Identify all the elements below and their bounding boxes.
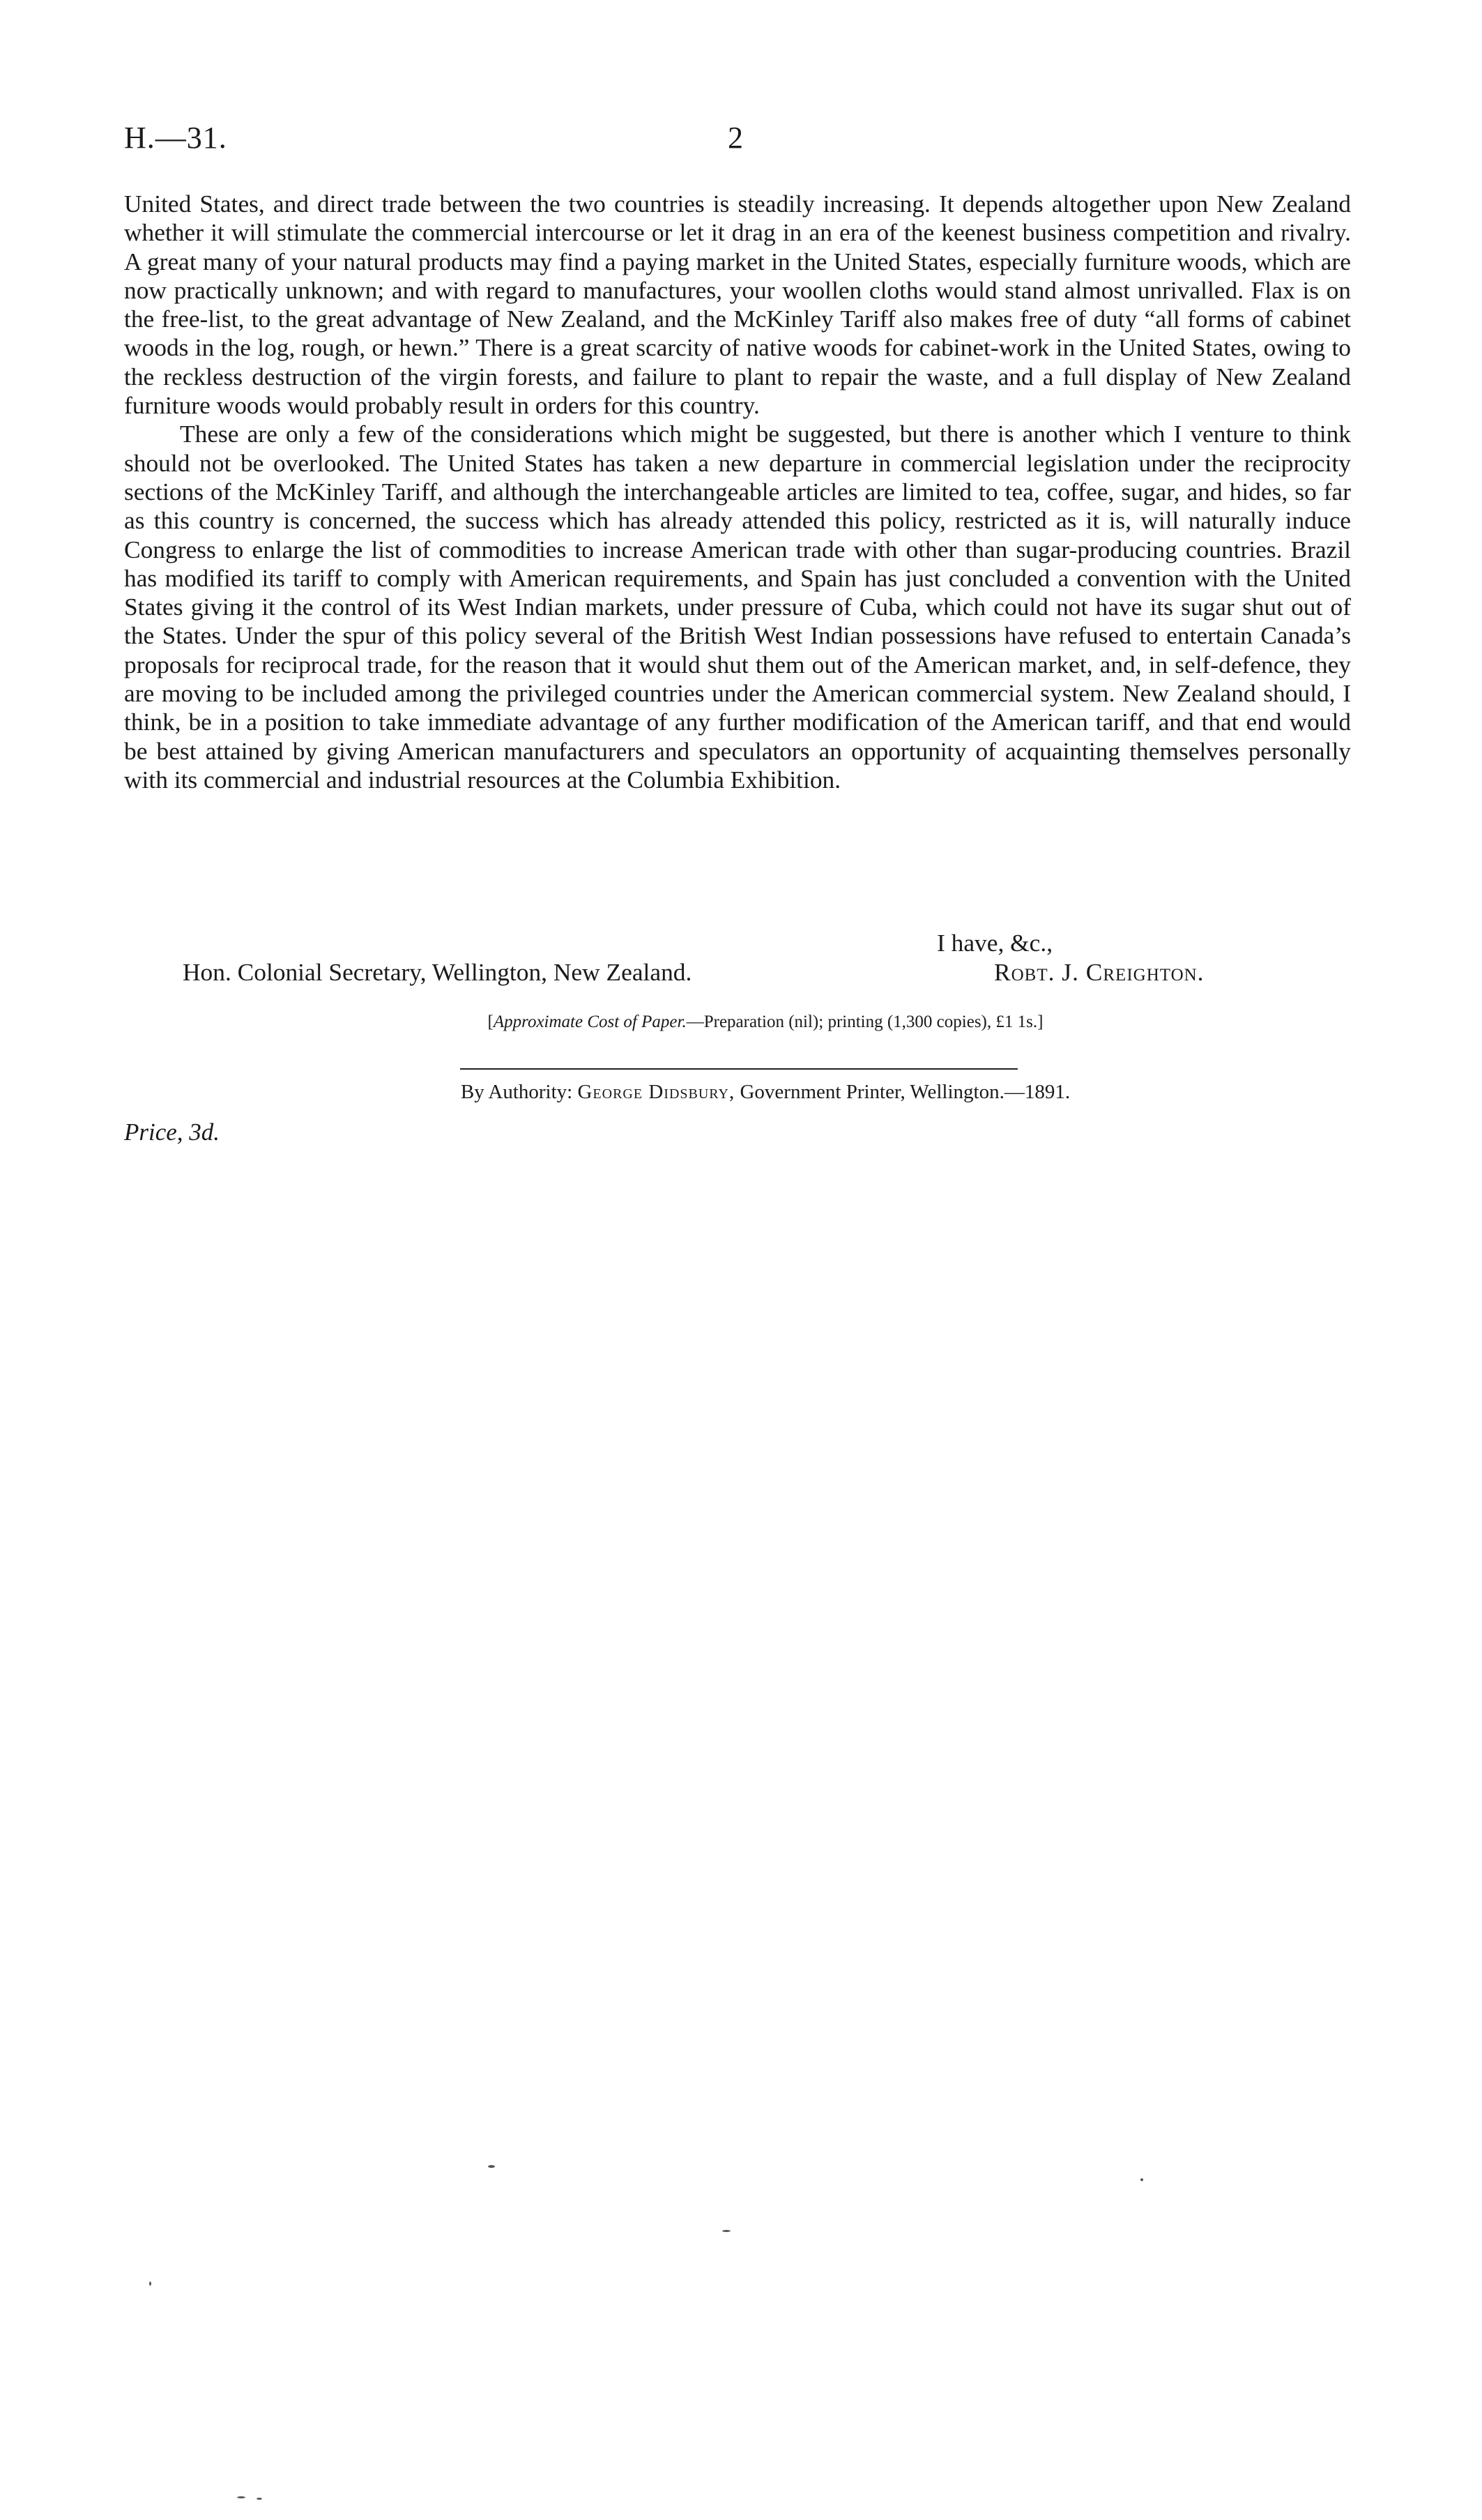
print-speck (1140, 2178, 1143, 2181)
closing-greeting: I have, &c., (937, 929, 1053, 957)
paragraph-2: These are only a few of the considerations which might be suggested, but there is another which I venture to think should not be overlooked. The United States has taken a new departure in commercial legislation under the reciprocity sections of the McKinley Tariff, and although the interchangeable articles are limited to tea, coffee, sugar, and hides, so far as this country is concerned, the success which has already attended this policy, restricted as it is, will naturally induce Congress to enlarge the list of commodities to increase American trade with other than sugar-producing countries. Brazil has modified its tariff to comply with American requirements, and Spain has just concluded a convention with the United States giving it the control of its West Indian markets, under pressure of Cuba, which could not have its sugar shut out of the States. Under the spur of this policy several of the British West Indian possessions have refused to entertain Canada’s proposals for reciprocal trade, for the reason that it would shut them out of the American market, and, in self-defence, they are moving to be included among the privileged countries under the American commercial system. New Zealand should, I think, be in a position to take immediate advantage of any further modification of the American tariff, and that end would be best attained by giving American manufacturers and speculators an opportunity of acquainting themselves personally with its commercial and industrial resources at the Columbia Exhibition. (124, 420, 1351, 794)
cost-detail: —Preparation (nil); printing (1,300 copies), £1 1s. (686, 1012, 1038, 1031)
paragraph-1: United States, and direct trade between the two countries is steadily increasing. It depends altogether upon New Zealand whether it will stimulate the commercial intercourse or let it drag in an era of the keenest business competition and rivalry. A great many of your natural products may find a paying market in the United States, especially furniture woods, which are now practically unknown; and with regard to manufactures, your woollen cloths would stand almost unrivalled. Flax is on the free-list, to the great advantage of New Zealand, and the McKinley Tariff also makes free of duty “all forms of cabinet woods in the log, rough, or hewn.” There is a great scarcity of native woods for cabinet-work in the United States, owing to the reckless destruction of the virgin forests, and failure to plant to repair the waste, and a full display of New Zealand furniture woods would probably result in orders for this country. (124, 190, 1351, 420)
printer-imprint (124, 1081, 1379, 1104)
printer-details: Government Printer, Wellington.—1891. (740, 1081, 1071, 1103)
authority-prefix: By Authority: (460, 1081, 573, 1103)
price-label: Price, 3d. (124, 1118, 220, 1146)
print-speck (257, 2498, 262, 2500)
printer-name: George Didsbury, (577, 1081, 735, 1103)
print-speck (488, 2165, 495, 2168)
divider-rule (460, 1068, 1018, 1070)
cost-note: [Approximate Cost of Paper.—Preparation (nil); printing (1,300 copies), £1 1s.] (487, 1012, 1044, 1031)
print-speck (149, 2282, 151, 2286)
addressee: Hon. Colonial Secretary, Wellington, New Zealand. (183, 958, 692, 986)
print-speck (722, 2230, 731, 2232)
page-number: 2 (728, 121, 743, 155)
signatory-name: Robt. J. Creighton. (994, 958, 1205, 986)
cost-label: Approximate Cost of Paper. (493, 1012, 687, 1031)
letter-body (124, 190, 1351, 794)
document-reference: H.—31. (124, 121, 227, 155)
print-speck (237, 2496, 245, 2498)
page-header (124, 120, 1358, 162)
